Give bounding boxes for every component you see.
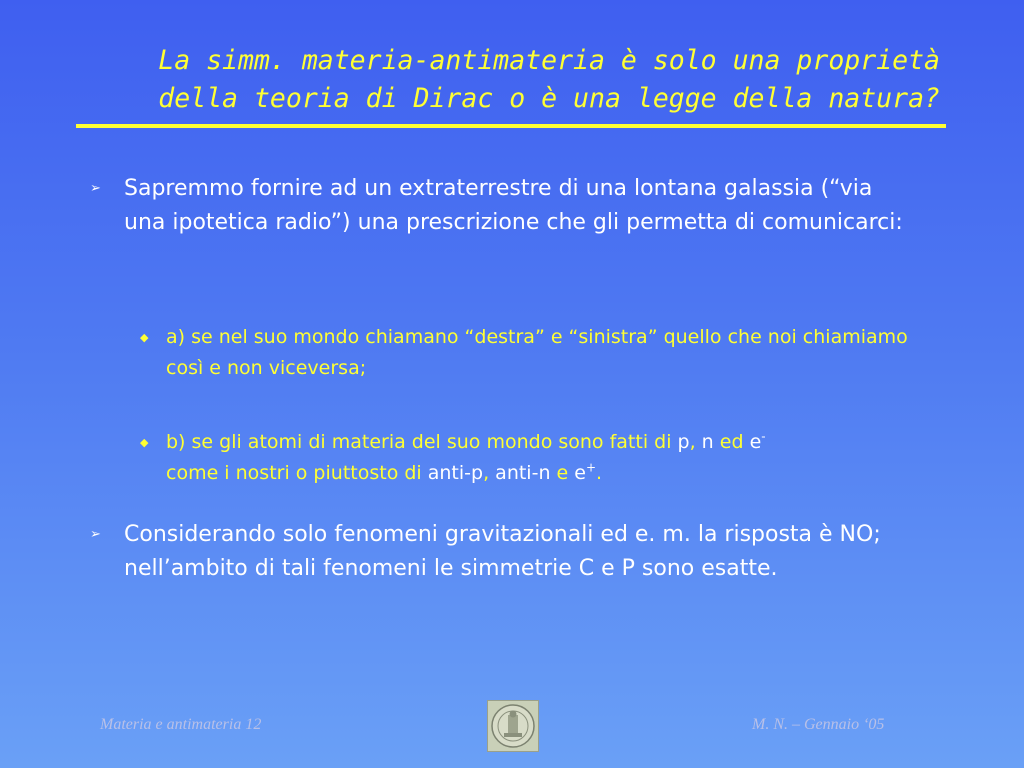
subbullet-text-a: a) se nel suo mondo chiamano “destra” e “sinistra” quello che noi chiamiamo così e non viceversa; xyxy=(166,326,908,379)
subbullet-b-text: b) se gli atomi di materia del suo mondo sono fatti di xyxy=(166,431,678,453)
title-underline xyxy=(76,124,946,128)
title-line-1: La simm. materia-antimateria è solo una proprietà xyxy=(158,45,940,76)
conjunction: e xyxy=(550,462,575,484)
separator: , xyxy=(689,431,702,453)
slide-title xyxy=(70,42,940,118)
conjunction: ed xyxy=(713,431,750,453)
subbullet-text-b xyxy=(166,427,766,489)
period: . xyxy=(596,462,603,484)
electron-letter: e xyxy=(749,431,762,453)
diamond-bullet-icon: ◆ xyxy=(140,331,149,344)
antiproton-symbol: anti-p xyxy=(427,462,484,484)
separator: , xyxy=(483,462,496,484)
diamond-bullet-icon: ◆ xyxy=(140,436,149,449)
bullet-text-1: Sapremmo fornire ad un extraterrestre di una lontana galassia (“via una ipotetica radio”) una prescrizione che gli permetta di comunicarci: xyxy=(124,176,903,235)
footer-right: M. N. – Gennaio ‘05 xyxy=(752,716,885,733)
subbullet-item-a xyxy=(140,322,940,384)
bullet-item-2 xyxy=(90,518,950,586)
title-line-2: della teoria di Dirac o è una legge della natura? xyxy=(158,83,940,114)
bullet-item-1 xyxy=(90,172,920,240)
electron-symbol xyxy=(750,431,766,453)
positron-letter: e xyxy=(574,462,586,484)
bullet-text-2: Considerando solo fenomeni gravitazionali ed e. m. la risposta è NO; nell’ambito di tali fenomeni le simmetrie C e P sono esatte. xyxy=(124,522,881,581)
arrow-bullet-icon: ➢ xyxy=(90,527,101,542)
proton-symbol: p xyxy=(677,431,690,453)
subbullet-b-text-2: come i nostri o piuttosto di xyxy=(166,462,428,484)
neutron-symbol: n xyxy=(701,431,714,453)
antineutron-symbol: anti-n xyxy=(495,462,551,484)
positron-charge: + xyxy=(585,460,597,475)
university-seal-icon xyxy=(487,700,539,752)
subbullet-item-b xyxy=(140,427,940,489)
electron-charge: - xyxy=(761,429,766,444)
footer-left: Materia e antimateria 12 xyxy=(100,716,262,733)
positron-symbol xyxy=(574,462,596,484)
arrow-bullet-icon: ➢ xyxy=(90,181,101,196)
